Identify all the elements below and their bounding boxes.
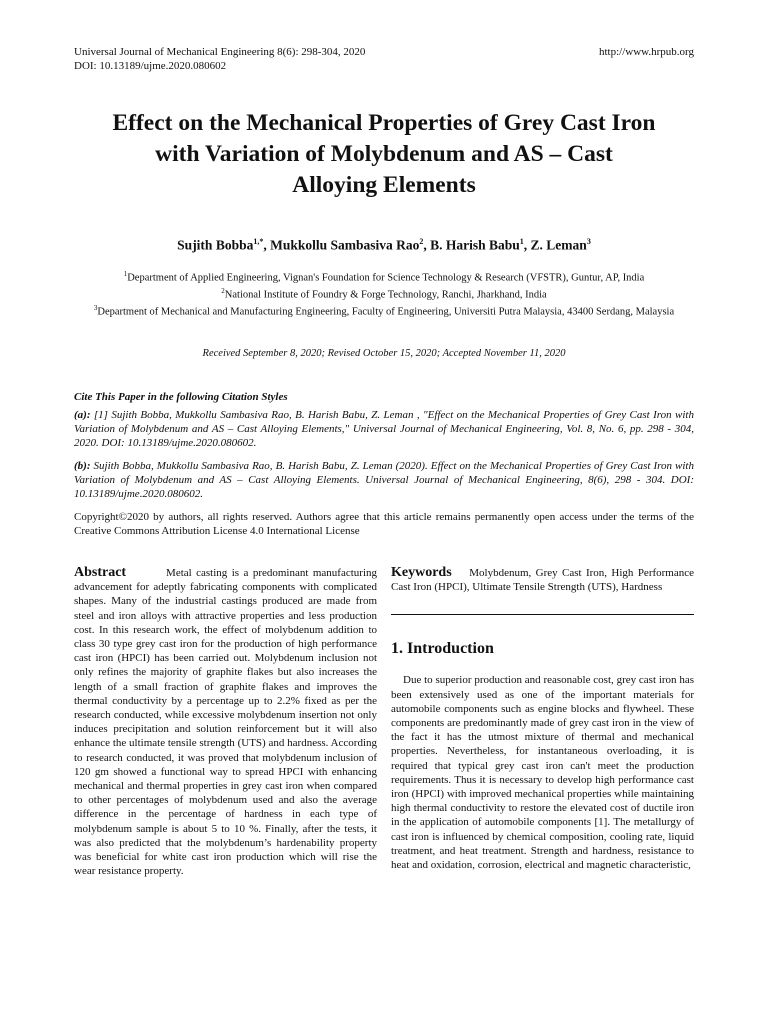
affil-text: Department of Mechanical and Manufacturing Engineering, Faculty of Engineering, Universiti Putra Malaysia, 43400 Serdang, Malaysia	[97, 306, 675, 318]
title-line-1: Effect on the Mechanical Properties of Grey Cast Iron	[112, 110, 656, 136]
section-divider	[391, 614, 694, 615]
introduction-text: Due to superior production and reasonable cost, grey cast iron has been extensively used as one of the important materials for automobile components such as engine blocks and flywheel. These components are predominantly made of grey cast iron in the view of the fact it has the utmost mixture of thermal and mechanical properties. Nevertheless, for instantaneous overloading, it is required that typical grey cast iron can't meet the production requirements. Thus it is necessary to develop high performance cast iron (HPCI) with improved mechanical properties while maintaining high thermal conductivity to restore the elevated cost of ductile iron in the application of automobile components [1]. The metallurgy of cast iron is influenced by chemical composition, cooling rate, liquid treatment, and heat treatment. Strength and hardness, resistance to heat and oxidation, corrosion, electrical and magnetic characteristic,	[391, 674, 694, 872]
title-line-2: with Variation of Molybdenum and AS – Cast	[155, 141, 613, 167]
author-affil-mark: 1,*	[253, 237, 264, 246]
journal-header	[74, 45, 365, 73]
affil-text: Department of Applied Engineering, Vignan's Foundation for Science Technology & Research (VFSTR), Guntur, AP, India	[127, 272, 645, 284]
affil-mark: 3	[93, 304, 98, 312]
author-affil-mark: 3	[586, 237, 591, 246]
keywords-heading: Keywords	[391, 565, 452, 580]
author-name: Sujith Bobba	[177, 237, 254, 253]
abstract-text: Metal casting is a predominant manufacturing advancement for adeptly fabricating components with complicated shapes. Many of the industrial castings produced are made from steel and iron alloys with attractive properties and less production cost. In this research work, the effect of molybdenum addition to class 30 type grey cast iron for the production of high performance cast iron (HPCI) has been carried out. Molybdenum inclusion not only refines the majority of graphite flakes but also increases the length of a small fraction of graphite flakes and improves the thermal conductivity by a percentage up to 2.2% fixed as per the research conducted, while excessive molybdenum insertion not only induces precipitation and solution reinforcement but it will also enhance the ultimate tensile strength (UTS) and hardness. According to research conducted, it was proved that molybdenum inclusion of 120 gm showed a functional way to spread HPCI with enhancing mechanical and thermal properties in grey cast iron when compared to other percentages of molybdenum used and also the average difference in the percentage of hardness in each type of molybdenum sample is about 5 to 10 %. Finally, after the tests, it was also predicted that the molybdenum’s hardenability property was beneficial for white cast iron production which will rise the wear resistance property.	[74, 567, 378, 878]
affiliations	[74, 268, 694, 319]
keywords-text: Molybdenum, Grey Cast Iron, High Performance Cast Iron (HPCI), Ultimate Tensile Strength (UTS), Hardness	[391, 567, 695, 594]
affil-text: National Institute of Foundry & Forge Technology, Ranchi, Jharkhand, India	[224, 289, 547, 301]
affiliation-1	[74, 268, 694, 285]
citation-a-text: [1] Sujith Bobba, Mukkollu Sambasiva Rao, B. Harish Babu, Z. Leman , "Effect on the Mechanical Properties of Grey Cast Iron with Variation of Molybdenum and AS – Cast Alloying Elements," Universal Journal of Mechanical Engineering, Vol. 8, No. 6, pp. 298 - 304, 2020. DOI: 10.13189/ujme.2020.080602.	[74, 409, 694, 449]
journal-line: Universal Journal of Mechanical Engineering 8(6): 298-304, 2020	[74, 46, 366, 58]
affil-mark: 2	[221, 287, 225, 295]
introduction-heading: 1. Introduction	[391, 640, 494, 658]
affiliation-2	[74, 285, 694, 302]
author-name: B. Harish Babu	[430, 237, 520, 253]
citation-b-text: Sujith Bobba, Mukkollu Sambasiva Rao, B. Harish Babu, Z. Leman (2020). Effect on the Mechanical Properties of Grey Cast Iron with Variation of Molybdenum and AS – Cast Alloying Elements. Universal Journal of Mechanical Engineering, 8(6), 298 - 304. DOI: 10.13189/ujme.2020.080602.	[74, 460, 694, 500]
keywords-block	[391, 566, 694, 594]
citation-section	[74, 390, 694, 538]
right-column	[391, 566, 694, 872]
author-affil-mark: 2	[419, 237, 424, 246]
affil-mark: 1	[123, 270, 128, 278]
journal-url[interactable]: http://www.hrpub.org	[598, 46, 694, 58]
paper-title	[60, 108, 708, 201]
title-line-3: Alloying Elements	[292, 172, 476, 198]
citation-heading: Cite This Paper in the following Citation Styles	[74, 391, 288, 403]
author-affil-mark: 1	[519, 237, 524, 246]
citation-a-label: (a):	[74, 409, 91, 421]
abstract-heading: Abstract	[74, 565, 127, 580]
affiliation-3	[74, 302, 694, 319]
doi-line: DOI: 10.13189/ujme.2020.080602	[74, 60, 227, 72]
abstract-column	[74, 566, 377, 878]
author-name: Z. Leman	[530, 237, 587, 253]
author-name: Mukkollu Sambasiva Rao	[270, 237, 420, 253]
citation-style-a	[74, 408, 694, 450]
copyright-notice: Copyright©2020 by authors, all rights reserved. Authors agree that this article remains permanently open access under the terms of the Creative Commons Attribution License 4.0 International License	[74, 511, 694, 537]
citation-b-label: (b):	[74, 460, 91, 472]
received-dates: Received September 8, 2020; Revised October 15, 2020; Accepted November 11, 2020	[202, 348, 566, 359]
author-list: Sujith Bobba$^{1,*}$, Mukkollu Sambasiva Rao$^2$, B. Harish Babu$^1$, Z. Leman$^3$	[177, 237, 591, 253]
citation-style-b	[74, 459, 694, 501]
